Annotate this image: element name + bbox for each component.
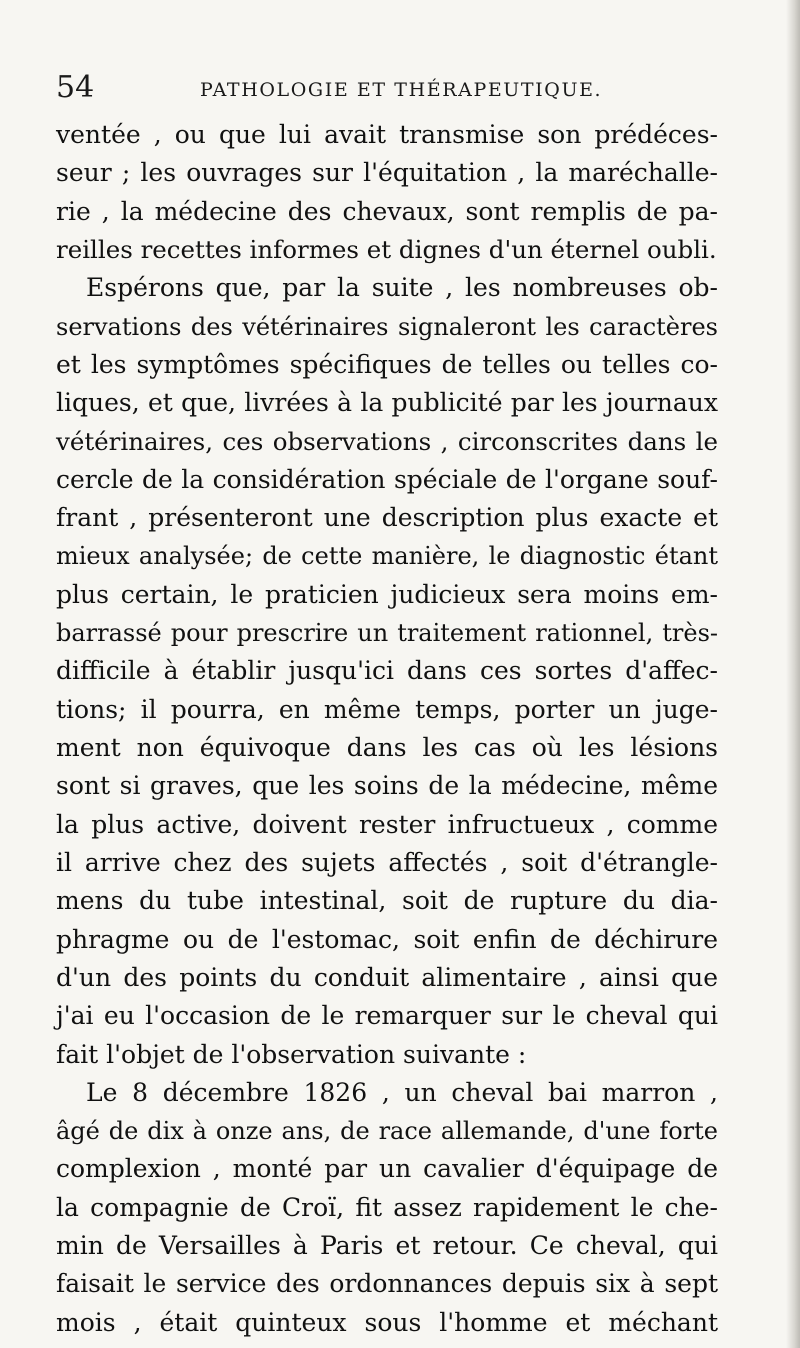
text-line: plus certain, le praticien judicieux sera moins em- <box>56 579 718 609</box>
text-line: liques, et que, livrées à la publicité par les journaux <box>56 388 718 418</box>
text-line: seur ; les ouvrages sur l'équitation , la maréchalle- <box>56 158 718 188</box>
page-edge-shadow <box>786 0 800 1348</box>
text-line: j'ai eu l'occasion de le remarquer sur le cheval qui <box>56 1001 718 1031</box>
text-line: mieux analysée; de cette manière, le diagnostic étant <box>56 542 718 571</box>
text-line: fait l'objet de l'observation suivante : <box>56 1039 527 1069</box>
text-line: faisait le service des ordonnances depuis six à sept <box>56 1269 718 1299</box>
page-number: 54 <box>56 70 95 105</box>
text-line: rie , la médecine des chevaux, sont remplis de pa- <box>56 196 718 226</box>
text-line: d'un des points du conduit alimentaire , ainsi que <box>56 962 718 992</box>
text-line: mens du tube intestinal, soit de rupture du dia- <box>56 886 718 916</box>
text-line: la plus active, doivent rester infructueux , comme <box>56 809 718 839</box>
text-line: vétérinaires, ces observations , circonscrites dans le <box>56 426 718 456</box>
text-line: cercle de la considération spéciale de l'organe souf- <box>56 464 718 494</box>
text-line: phragme ou de l'estomac, soit enfin de déchirure <box>56 924 718 954</box>
body-text <box>56 116 718 1342</box>
text-line: frant , présenteront une description plus exacte et <box>56 503 718 533</box>
text-line: âgé de dix à onze ans, de race allemande, d'une forte <box>56 1117 718 1146</box>
paragraph-start-line: Espérons que, par la suite , les nombreuses ob- <box>86 273 718 303</box>
paragraph-start-line: Le 8 décembre 1826 , un cheval bai marron , <box>86 1077 718 1107</box>
text-line: sont si graves, que les soins de la médecine, même <box>56 771 718 801</box>
text-line: ment non équivoque dans les cas où les lésions <box>56 733 718 762</box>
text-line: min de Versailles à Paris et retour. Ce cheval, qui <box>56 1231 718 1261</box>
text-line: mois , était quinteux sous l'homme et méchant <box>56 1307 718 1337</box>
text-line: ventée , ou que lui avait transmise son prédéces- <box>56 120 718 149</box>
text-line: complexion , monté par un cavalier d'équipage de <box>56 1154 718 1184</box>
text-line: et les symptômes spécifiques de telles ou telles co- <box>56 349 718 379</box>
running-head: PATHOLOGIE ET THÉRAPEUTIQUE. <box>200 79 603 101</box>
text-line: barrassé pour prescrire un traitement rationnel, très- <box>56 619 718 648</box>
page-header <box>56 68 746 112</box>
text-line: difficile à établir jusqu'ici dans ces sortes d'affec- <box>56 656 718 686</box>
text-line: reilles recettes informes et dignes d'un éternel oubli. <box>56 234 717 264</box>
text-line: tions; il pourra, en même temps, porter un juge- <box>56 694 718 724</box>
text-line: la compagnie de Croï, fit assez rapidement le che- <box>56 1192 718 1222</box>
text-line: servations des vétérinaires signaleront les caractères <box>56 312 718 341</box>
text-line: il arrive chez des sujets affectés , soit d'étrangle- <box>56 847 718 877</box>
